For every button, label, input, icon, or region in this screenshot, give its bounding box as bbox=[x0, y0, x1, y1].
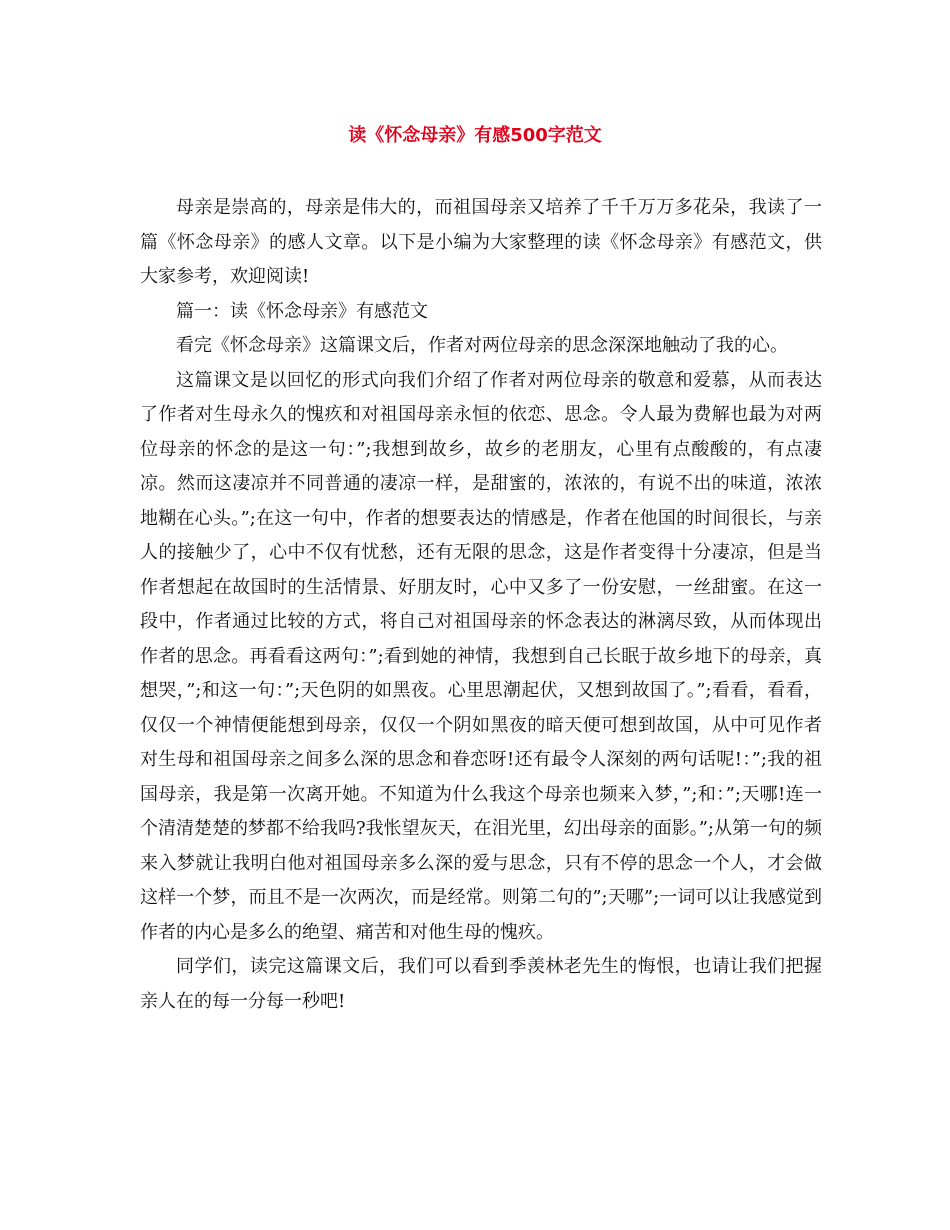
document-body bbox=[140, 191, 822, 1019]
closing-paragraph: 同学们，读完这篇课文后，我们可以看到季羡林老先生的悔恨，也请让我们把握亲人在的每一分每一秒吧! bbox=[140, 956, 822, 1012]
body-paragraph: 看完《怀念母亲》这篇课文后，作者对两位母亲的思念深深地触动了我的心。 bbox=[176, 335, 788, 356]
document-title: 读《怀念母亲》有感500字范文 bbox=[348, 125, 602, 146]
body-paragraph: 这篇课文是以回忆的形式向我们介绍了作者对两位母亲的敬意和爱慕，从而表达了作者对生母永久的愧疚和对祖国母亲永恒的依恋、思念。令人最为费解也最为对两位母亲的怀念的是这一句：”;我想到故乡，故乡的老朋友，心里有点酸酸的，有点凄凉。然而这凄凉并不同普通的凄凉一样，是甜蜜的，浓浓的，有说不出的味道，浓浓地糊在心头。”;在这一句中，作者的想要表达的情感是，作者在他国的时间很长，与亲人的接触少了，心中不仅有忧愁，还有无限的思念，这是作者变得十分凄凉，但是当作者想起在故国时的生活情景、好朋友时，心中又多了一份安慰，一丝甜蜜。在这一段中，作者通过比较的方式，将自己对祖国母亲的怀念表达的淋漓尽致，从而体现出作者的思念。再看看这两句：”;看到她的神情，我想到自己长眠于故乡地下的母亲，真想哭，”;和这一句：”;天色阴的如黑夜。心里思潮起伏，又想到故国了。”;看看，看看，仅仅一个神情便能想到母亲，仅仅一个阴如黑夜的暗天便可想到故国，从中可见作者对生母和祖国母亲之间多么深的思念和眷恋呀!还有最令人深刻的两句话呢!：”;我的祖国母亲，我是第一次离开她。不知道为什么我这个母亲也频来入梦，”;和：”;天哪!连一个清清楚楚的梦都不给我吗?我怅望灰天，在泪光里，幻出母亲的面影。”;从第一句的频来入梦就让我明白他对祖国母亲多么深的爱与思念，只有不停的思念一个人，才会做这样一个梦，而且不是一次两次，而是经常。则第二句的”;天哪”;一词可以让我感觉到作者的内心是多么的绝望、痛苦和对他生母的愧疚。 bbox=[140, 369, 822, 943]
intro-paragraph: 母亲是崇高的，母亲是伟大的，而祖国母亲又培养了千千万万多花朵，我读了一篇《怀念母亲》的感人文章。以下是小编为大家整理的读《怀念母亲》有感范文，供大家参考，欢迎阅读! bbox=[140, 197, 822, 287]
section-heading: 篇一：读《怀念母亲》有感范文 bbox=[176, 300, 428, 322]
